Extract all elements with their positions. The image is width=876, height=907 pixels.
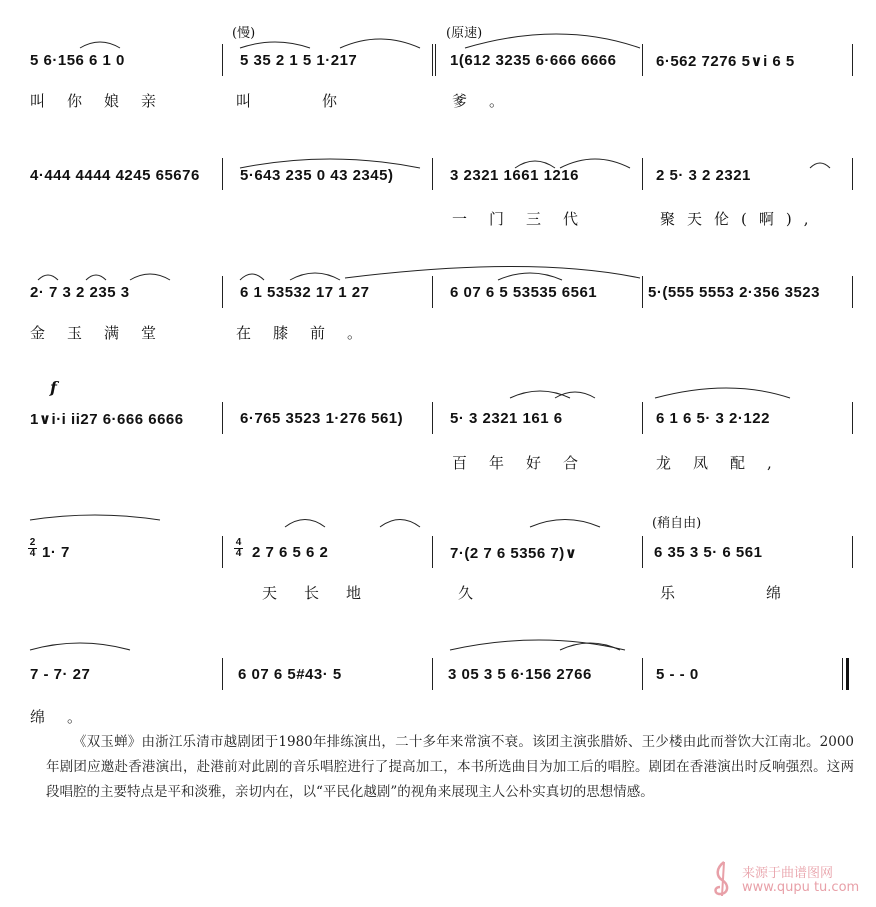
barline	[852, 402, 853, 434]
measure: 6 1 6 5· 3 2·122	[656, 410, 770, 427]
barline	[642, 158, 643, 190]
barline	[432, 658, 433, 690]
measure: 7 - 7· 27	[30, 666, 91, 683]
measure: 5 35 2 1 5 1·217	[240, 52, 358, 69]
lyric: 乐	[660, 584, 698, 602]
lyric: 爹。	[452, 92, 527, 110]
measure: 3 05 3 5 6·156 2766	[448, 666, 592, 683]
measure: 1∨i·i ii27 6·666 6666	[30, 411, 184, 428]
final-barline-thin	[842, 658, 843, 690]
measure: 3 2321 1661 1216	[450, 167, 579, 184]
measure: 5·(555 5553 2·356 3523	[648, 284, 820, 301]
tempo-free: (稍自由)	[652, 516, 702, 531]
barline	[642, 44, 643, 76]
lyric: 百年好合	[452, 454, 601, 472]
measure: 6 07 6 5 53535 6561	[450, 284, 598, 301]
measure: 1· 7	[42, 544, 70, 561]
barline	[222, 402, 223, 434]
lyric: 叫	[236, 92, 274, 110]
barline	[432, 402, 433, 434]
barline	[222, 536, 223, 568]
barline	[642, 276, 643, 308]
barline	[432, 44, 433, 76]
measure: 2 7 6 5 6 2	[252, 544, 329, 561]
barline	[852, 536, 853, 568]
measure: 5· 3 2321 161 6	[450, 410, 563, 427]
measure: 6·765 3523 1·276 561)	[240, 410, 404, 427]
watermark-title: 来源于曲谱图网	[742, 866, 834, 881]
lyric: 绵。	[30, 708, 105, 726]
lyric: 叫你娘亲	[30, 92, 179, 110]
lyric: 绵	[766, 584, 804, 602]
barline	[222, 276, 223, 308]
measure: 6 35 3 5· 6 561	[654, 544, 763, 561]
barline	[432, 158, 433, 190]
lyric: 龙凤配,	[656, 454, 794, 472]
barline	[435, 44, 436, 76]
dynamic-forte: f	[50, 378, 57, 397]
tempo-original: (原速)	[446, 26, 483, 41]
measure: 5·643 235 0 43 2345)	[240, 167, 394, 184]
measure: 6 1 53532 17 1 27	[240, 284, 370, 301]
barline	[642, 536, 643, 568]
lyric: 你	[322, 92, 360, 110]
measure: 4·444 4444 4245 65676	[30, 167, 200, 184]
lyric: 天长地	[262, 584, 389, 602]
barline	[642, 402, 643, 434]
lyric: 在膝前。	[236, 324, 385, 342]
measure: 5 - - 0	[656, 666, 699, 683]
treble-clef-icon	[706, 858, 740, 898]
barline	[852, 44, 853, 76]
barline	[642, 658, 643, 690]
barline	[432, 536, 433, 568]
measure: 7·(2 7 6 5356 7)∨	[450, 545, 578, 562]
lyric: 金玉满堂	[30, 324, 179, 342]
time-signature-4-4: 4 4	[235, 537, 242, 559]
barline	[222, 658, 223, 690]
measure: 2 5· 3 2 2321	[656, 167, 751, 184]
watermark-url: www.qupu tu.com	[742, 880, 860, 895]
barline	[432, 276, 433, 308]
measure: 2· 7 3 2 235 3	[30, 284, 130, 301]
explanatory-note: 《双玉蝉》由浙江乐清市越剧团于1980年排练演出，二十多年来常演不衰。该团主演张腊娇、王少楼由此而誉饮大江南北。2000年剧团应邀赴香港演出，赴港前对此剧的音乐唱腔进行了提高加工，本书所选曲目为加工后的唱腔。剧团在香港演出时反响强烈。这两段唱腔的主要特点是平和淡雅，亲切内在，以“平民化越剧”的视角来展现主人公朴实真切的思想情感。	[46, 734, 854, 800]
measure: 6·562 7276 5∨i 6 5	[656, 53, 795, 70]
measure: 1(612 3235 6·666 6666	[450, 52, 617, 69]
tempo-slow: (慢)	[232, 26, 256, 41]
measure: 6 07 6 5#43· 5	[238, 666, 342, 683]
measure: 5 6·156 6 1 0	[30, 52, 125, 69]
time-signature-2-4: 2 4	[29, 537, 36, 559]
final-barline-thick	[846, 658, 849, 690]
barline	[222, 158, 223, 190]
lyric: 久	[458, 584, 496, 602]
barline	[852, 158, 853, 190]
lyric: 聚天伦(啊),	[660, 210, 821, 228]
barline	[852, 276, 853, 308]
lyric: 一门三代	[452, 210, 601, 228]
barline	[222, 44, 223, 76]
